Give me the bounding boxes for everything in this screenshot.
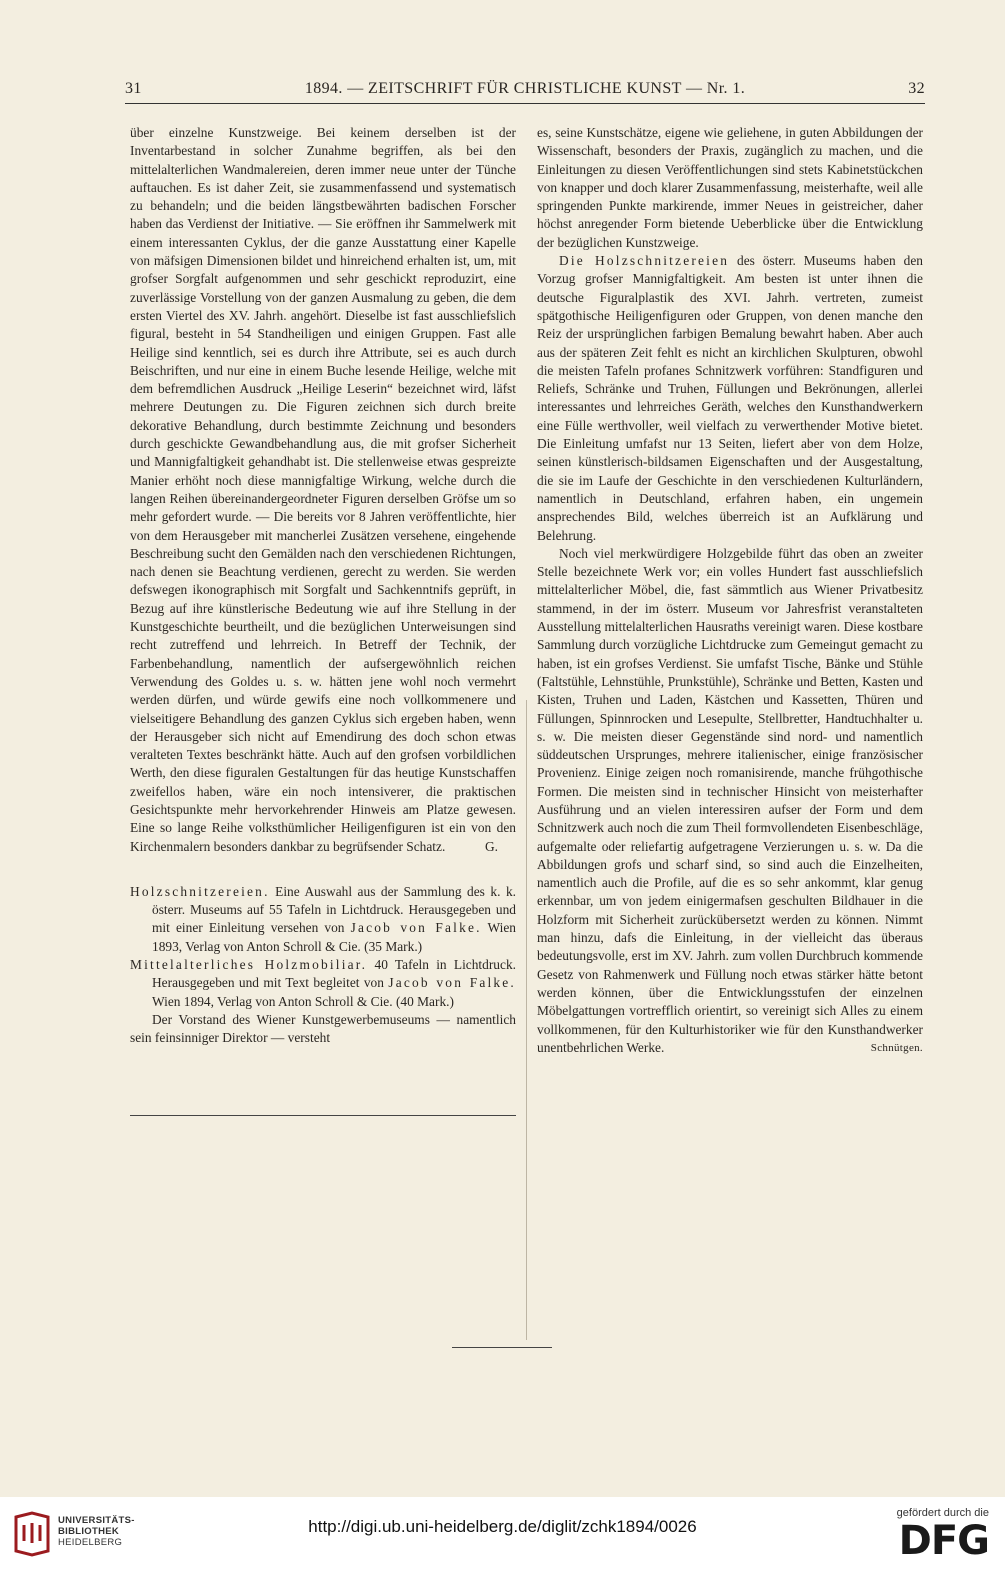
review-paragraph: Der Vorstand des Wiener Kunstgewerbemuseums — namentlich sein feinsinniger Direktor — versteht bbox=[130, 1011, 516, 1046]
end-rule bbox=[452, 1347, 552, 1348]
bibliography-entry: Mittelalterliches Holzmobiliar. 40 Tafeln in Lichtdruck. Herausgegeben und mit Text begleitet von Jacob von Falke. Wien 1894, Verlag von Anton Schroll & Cie. (40 Mark.) bbox=[130, 957, 516, 1009]
header-rule bbox=[125, 103, 925, 104]
column-separator bbox=[526, 700, 527, 1340]
journal-title: 1894. — ZEITSCHRIFT FÜR CHRISTLICHE KUNST — Nr. 1. bbox=[304, 80, 746, 97]
bibliography-entry: Holzschnitzereien. Eine Auswahl aus der Sammlung des k. k. österr. Museums auf 55 Tafeln in Lichtdruck. Herausgegeben und mit einer Einleitung versehen von Jacob von Falke. Wien 1893, Verlag von Anton Schroll & Cie. (35 Mark.) bbox=[130, 883, 516, 954]
review-paragraph: Die Holzschnitzereien des österr. Museums haben den Vorzug grofser Mannigfaltigkeit. Am besten ist unter ihnen die deutsche Figuralplastik des XVI. Jahrh. vertreten, zumeist spätgothische Heiligenfiguren oder Gruppen, von denen manche den Reiz der ursprünglichen farbigen Bemalung bewahrt haben. Aber auch aus der späteren Zeit fehlt es nicht an kirchlichen Skulpturen, obwohl die meisten Tafeln profanes Schnitzwerk vorführen: Standfiguren und Reliefs, Schränke und Truhen, Füllungen und Bekrönungen, allerlei interessantes und lehrreiches Geräth, welches den Kunsthandwerkern eine Fülle werthvoller, weil vielfach zu verwerthender Motive bietet. Die Einleitung umfafst nur 13 Seiten, liefert aber von dem Holze, seinen künstlerisch-bildsamen Eigenschaften und der Ausgestaltung, die sie im Laufe der Geschichte in den verschiedenen Kulturländern, namentlich in Deutschland, erfahren haben, ein ungemein ansprechendes Bild, welches überreich ist an Aufklärung und Belehrung. bbox=[537, 253, 923, 543]
library-name: UNIVERSITÄTS- BIBLIOTHEK HEIDELBERG bbox=[58, 1515, 135, 1548]
funding-note: gefördert durch die bbox=[896, 1507, 989, 1519]
page-number-right: 32 bbox=[908, 80, 925, 97]
page-number-left: 31 bbox=[125, 80, 142, 97]
dfg-logo: DFG bbox=[898, 1518, 989, 1564]
review-paragraph: über einzelne Kunstzweige. Bei keinem derselben ist der Inventarbestand in solcher Zunahme begriffen, als bei den mittelalterlichen Wandmalereien, deren immer neue unter der Tünche auftauchen. Es ist daher Zeit, sie zusammenfassend und systematisch zu behandeln; und die beiden längstbewährten badischen Forscher haben das Verdienst der Initiative. — Sie eröffnen ihr Sammelwerk mit einem interessanten Cyklus, der die ganze Ausstattung einer Kapelle von mäfsigen Dimensionen bildet und hinreichend erhalten ist, um, mit grofser Sorgfalt aufgenommen und sehr geschickt reproduzirt, eine zuverlässige Vorstellung von der ganzen Ausmalung zu geben, die dem ersten Viertel des XV. Jahrh. angehört. Dieselbe ist fast ausschliefslich figural, besteht in 54 Standheiligen und einigen Gruppen. Fast alle Heilige sind kenntlich, sei es durch ihre Attribute, sei es auch durch Beischriften, und nur eine in einem Buche lesende Heilige, welche mit dem befremdlichen Ausdruck „Heilige Leserin“ bezeichnet wird, läfst mehrere Deutungen zu. Die Figuren zeichnen sich durch breite dekorative Behandlung, durch bestimmte Zeichnung und besonders durch geschickte Gewandbehandlung aus, die mit grofser Sicherheit und Mannigfaltigkeit gehandhabt ist. Die stellenweise etwas gespreizte Manier erhöht noch diese mannigfaltige Wirkung, welche durch die langen Reihen übereinandergeordneter Figuren derselben Gröfse um so mehr gefordert wurde. — Die bereits vor 8 Jahren veröffentlichte, hier von dem Herausgeber mit mancherlei Zusätzen versehene, eingehende Beschreibung sucht den Gemälden nach den verschiedenen Richtungen, nach denen sie Beachtung verdienen, gerecht zu werden. Sie werden defswegen ikonographisch mit Sorgfalt und Sachkenntnifs geprüft, in Bezug auf ihre künstlerische Bedeutung wie auf ihre Stellung in der Kunstgeschichte beurtheilt, und die bezüglichen Unterweisungen sind recht zutreffend und lehrreich. In Betreff der Technik, der Farbenbehandlung, namentlich der aufsergewöhnlich reichen Verwendung des Goldes u. s. w. hätten jene wohl noch vermehrt werden dürfen, und würde gewifs eine noch vollkommenere und vielseitigere Behandlung des ganzen Cyklus sich ergeben haben, wenn der Herausgeber sich nicht auf Emendirung des doch schon etwas veralteten Textes beschränkt hätte. Auch auf den grofsen vorbildlichen Werth, den diese figuralen Gestaltungen für das heutige Kunstschaffen zweifellos haben, wäre ein noch intensiverer, die praktischen Gesichtspunkte mehr hervorkehrender Hinweis am Platze gewesen. Eine so lange Reihe volksthümlicher Heiligenfiguren ist ein von den Kirchenmalern besonders dankbar zu begrüfsender Schatz. G. bbox=[130, 124, 516, 856]
section-divider bbox=[130, 1115, 516, 1116]
permalink[interactable]: http://digi.ub.uni-heidelberg.de/diglit/zchk1894/0026 bbox=[308, 1517, 697, 1536]
right-column bbox=[537, 124, 923, 1057]
left-column bbox=[130, 124, 516, 1048]
running-header bbox=[125, 80, 925, 104]
reviewer-signature: Schnütgen. bbox=[870, 1041, 923, 1054]
review-paragraph: Noch viel merkwürdigere Holzgebilde führt das oben an zweiter Stelle bezeichnete Werk vor; ein volles Hundert fast ausschliefslich mittelalterlicher Möbel, die, fast sämmtlich aus Wiener Privatbesitz stammend, in der im österr. Museum vor Jahresfrist veranstalteten Ausstellung mittelalterlichen Hausraths vereinigt waren. Diese kostbare Sammlung durch vorzügliche Lichtdrucke zum Gemeingut gemacht zu haben, ist ein grofses Verdienst. Sie umfafst Tische, Bänke und Stühle (Faltstühle, Lehnstühle, Prunkstühle), Schränke und Betten, Kasten und Kisten, Truhen und Laden, Kästchen und Kassetten, Thüren und Füllungen, Spinnrocken und Lesepulte, Stellbretter, Handtuchhalter u. s. w. Die meisten dieser Gegenstände sind nord- und namentlich süddeutschen Ursprunges, mehrere italienischer, einige französischer Provenienz. Einige zeigen noch romanisirende, manche frühgothische Formen. Die meisten sind in technischer Hinsicht von meisterhafter Ausführung und an vielen interessiren aufser der Form und dem Schnitzwerk auch noch die zum Theil formvollendeten Eisenbeschläge, aufgemalte oder reliefartig aufgetragene Verzierungen u. s. w. Da die Abbildungen grofs und scharf sind, so sind auch die Einzelheiten, namentlich auch die Profile, auf die es so sehr ankommt, klar genug erkennbar, um von jedem einigermafsen geschulten Bildhauer in die Holzform mit Sicherheit zurückübersetzt werden zu können. Nimmt man hinzu, dafs die Einleitung, in der vielleicht das überaus bedeutungsvolle, erst im XV. Jahrh. zum vollen Durchbruch kommende Gesetz von Rahmenwerk und Füllung noch etwas stärker hätte betont werden können, über die Entwicklungsstufen der einzelnen Möbelgattungen vortrefflich orientirt, so vereinigt sich Alles zu einem vollkommenen, für den Kulturhistoriker wie für den Kunsthandwerker unentbehrlichen Werke. Schnütgen. bbox=[537, 545, 923, 1057]
reviewer-signature: G. bbox=[484, 838, 498, 854]
review-paragraph: es, seine Kunstschätze, eigene wie geliehene, in guten Abbildungen der Wissenschaft, besonders der Praxis, zugänglich zu machen, und die Einleitungen zu diesen Veröffentlichungen sind stets Kabinetstückchen von knapper und doch klarer Zusammenfassung, meisterhafte, weil alle springenden Punkte markirende, immer Neues in geistreicher, daher höchst anregender Form bietende Ueberblicke über die Entwicklung der bezüglichen Kunstzweige. bbox=[537, 125, 923, 250]
digitization-footer bbox=[0, 1497, 1005, 1569]
